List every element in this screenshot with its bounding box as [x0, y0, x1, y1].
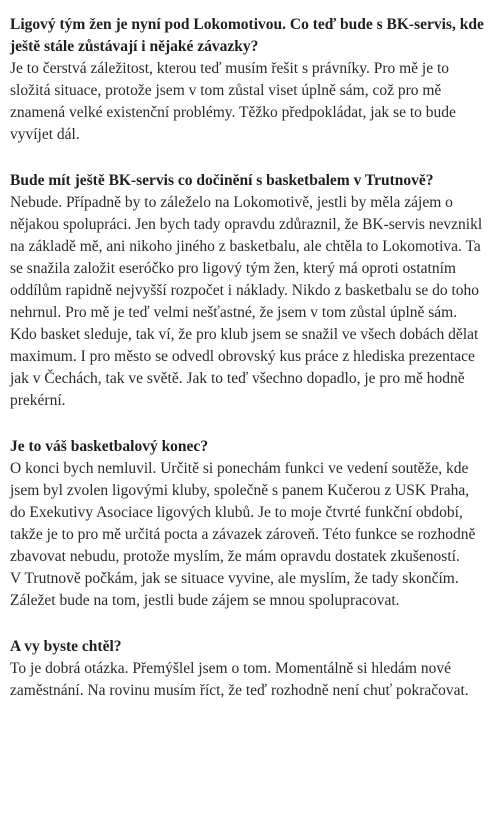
question-heading: Ligový tým žen je nyní pod Lokomotivou. Co teď bude s BK-servis, kde ještě stále zůstávají i nějaké závazky? — [10, 16, 484, 55]
answer-paragraph: V Trutnově počkám, jak se situace vyvine, ale myslím, že tady skončím. Záležet bude na tom, jestli bude zájem se mnou spolupracovat. — [10, 570, 459, 609]
question-heading: Bude mít ještě BK-servis co dočinění s basketbalem v Trutnově? — [10, 172, 434, 189]
qa-block-2 — [10, 170, 486, 412]
answer-paragraph: Nebude. Případně by to záleželo na Lokomotivě, jestli by měla zájem o nějakou spolupráci. Jen bych tady opravdu zdůraznil, že BK-servis nevznikl na základě mě, ani nikoho jiného z basketbalu, ale chtěla to Lokomotiva. Ta se snažila založit eseróčko pro ligový tým žen, který má oproti ostatním oddílům rapidně nejvyšší rozpočet i náklady. Nikdo z basketbalu se do toho nehrnul. Pro mě je teď velmi nešťastné, že jsem v tom zůstal úplně sám. Kdo basket sleduje, tak ví, že pro klub jsem se snažil ve všech dobách dělat maximum. I pro město se odvedl obrovský kus práce z hlediska prezentace jak v Čechách, tak ve světě. Jak to teď všechno dopadlo, je pro mě hodně prekérní. — [10, 194, 483, 409]
answer-paragraph: O konci bych nemluvil. Určitě si ponechám funkci ve vedení soutěže, kde jsem byl zvolen ligovými kluby, společně s panem Kučerou z USK Praha, do Exekutivy Asociace ligových klubů. Je to moje čtvrté funkční období, takže je to pro mě určitá pocta a závazek zároveň. Této funkce se rozhodně zbavovat nebudu, protože myslím, že mám opravdu dostatek zkušeností. — [10, 460, 476, 565]
question-heading: Je to váš basketbalový konec? — [10, 438, 209, 455]
answer-paragraph: To je dobrá otázka. Přemýšlel jsem o tom. Momentálně si hledám nové zaměstnání. Na rovinu musím říct, že teď rozhodně není chuť pokračovat. — [10, 660, 469, 699]
answer-paragraph: Je to čerstvá záležitost, kterou teď musím řešit s právníky. Pro mě je to složitá situace, protože jsem v tom zůstal viset úplně sám, což pro mě znamená velké existenční problémy. Těžko předpokládat, jak se to bude vyvíjet dál. — [10, 60, 456, 143]
question-heading: A vy byste chtěl? — [10, 638, 122, 655]
qa-block-3 — [10, 436, 486, 612]
qa-block-1 — [10, 14, 486, 146]
qa-block-4 — [10, 636, 486, 702]
